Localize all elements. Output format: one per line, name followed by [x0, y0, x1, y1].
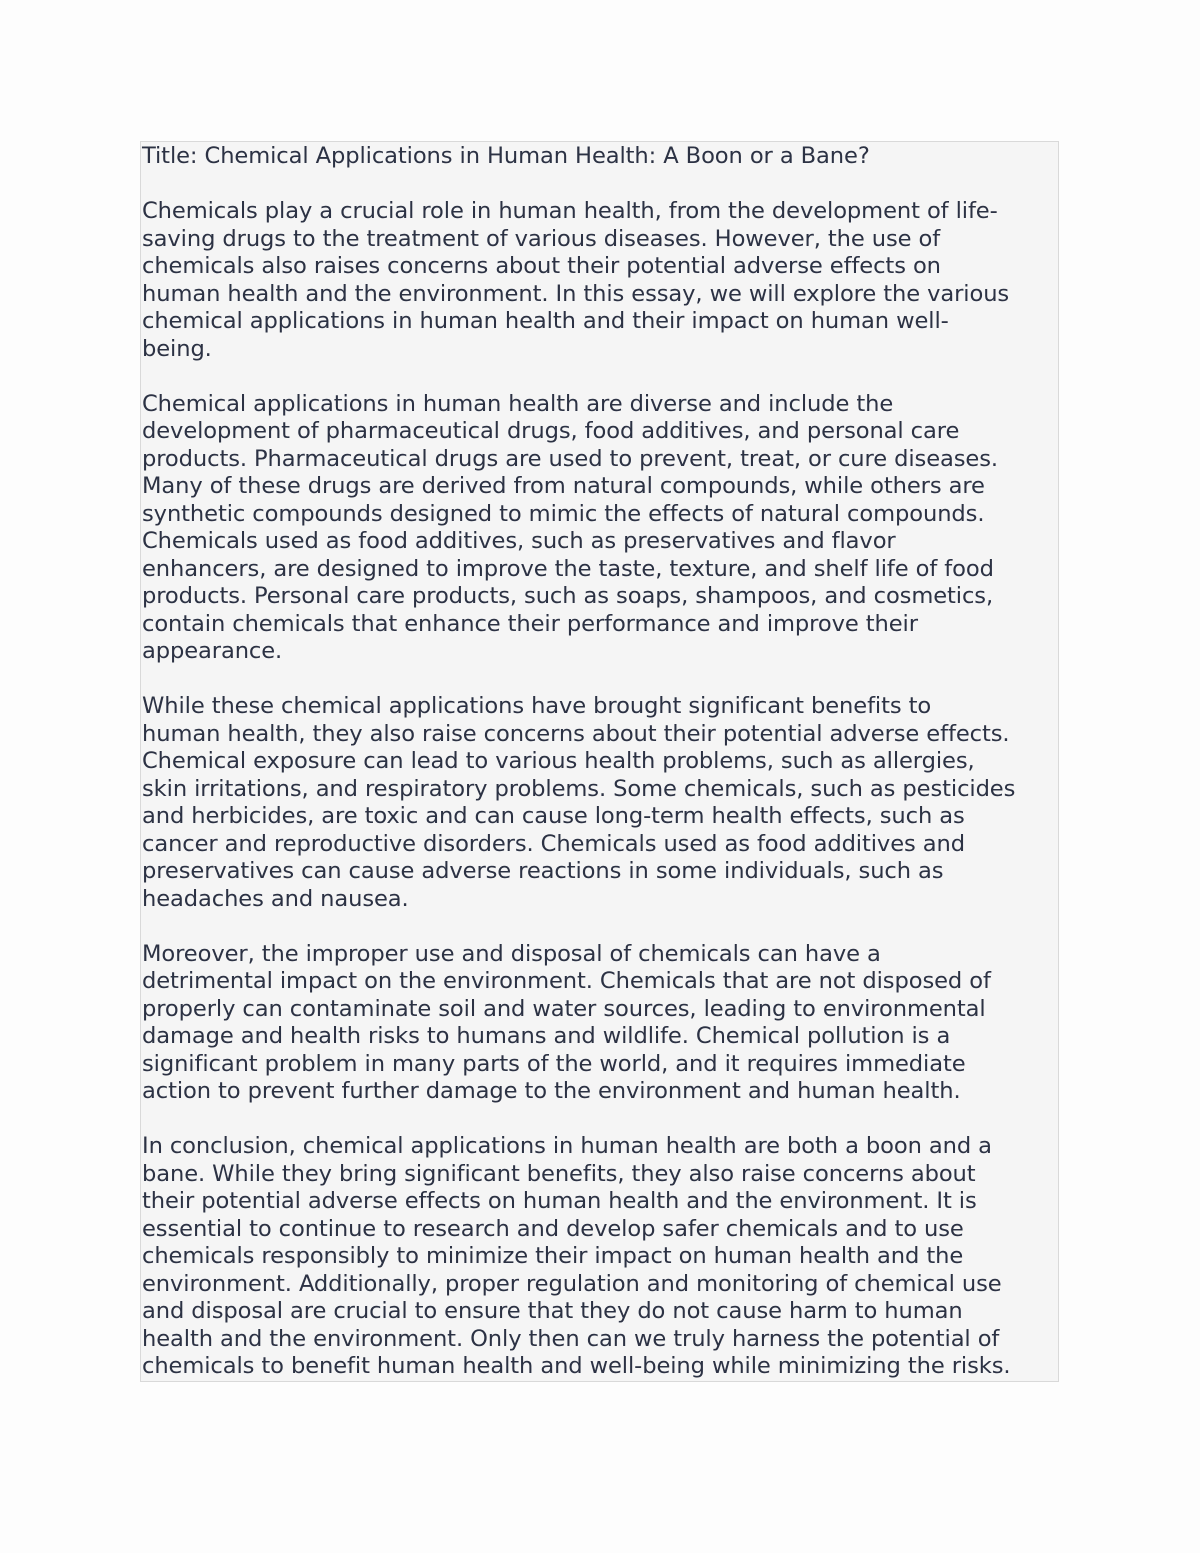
- paragraph-line: contain chemicals that enhance their performance and improve their: [142, 610, 918, 637]
- paragraph-line: detrimental impact on the environment. Chemicals that are not disposed of: [142, 968, 991, 994]
- paragraph-line: bane. While they bring significant benefits, they also raise concerns about: [142, 1160, 976, 1187]
- paragraph-line: health and the environment. Only then can we truly harness the potential of: [142, 1325, 1000, 1352]
- paragraph-line: being.: [142, 335, 212, 362]
- paragraph-line: products. Personal care products, such as soaps, shampoos, and cosmetics,: [142, 583, 994, 609]
- paragraph-line: chemicals responsibly to minimize their impact on human health and the: [142, 1243, 964, 1269]
- paragraph-line: Many of these drugs are derived from natural compounds, while others are: [142, 473, 985, 499]
- paragraph-line: cancer and reproductive disorders. Chemicals used as food additives and: [142, 830, 965, 857]
- paragraph-line: chemicals to benefit human health and well-being while minimizing the risks.: [142, 1353, 1011, 1379]
- paragraph-line: properly can contaminate soil and water sources, leading to environmental: [142, 995, 986, 1022]
- paragraph-line: skin irritations, and respiratory problems. Some chemicals, such as pesticides: [142, 775, 1016, 802]
- paragraph-line: Chemical applications in human health are diverse and include the: [142, 390, 894, 417]
- paragraph-line: saving drugs to the treatment of various diseases. However, the use of: [142, 225, 941, 252]
- essay-title-paragraph: [142, 143, 1058, 171]
- paragraph-line: headaches and nausea.: [142, 885, 409, 912]
- paragraph-line: synthetic compounds designed to mimic the effects of natural compounds.: [142, 500, 985, 527]
- paragraph-line: significant problem in many parts of the world, and it requires immediate: [142, 1050, 966, 1077]
- paragraph-line: Chemical exposure can lead to various health problems, such as allergies,: [142, 748, 975, 774]
- paragraph-line: and disposal are crucial to ensure that they do not cause harm to human: [142, 1298, 963, 1324]
- paragraph-line: In conclusion, chemical applications in human health are both a boon and a: [142, 1133, 992, 1159]
- paragraph-line: and herbicides, are toxic and can cause long-term health effects, such as: [142, 803, 965, 829]
- paragraph-line: Chemicals play a crucial role in human health, from the development of life-: [142, 198, 998, 224]
- paragraph-line: Chemicals used as food additives, such as preservatives and flavor: [142, 528, 896, 554]
- paragraph-line: environment. Additionally, proper regulation and monitoring of chemical use: [142, 1270, 1002, 1297]
- paragraph-line: appearance.: [142, 638, 283, 664]
- paragraph-line: chemical applications in human health and their impact on human well-: [142, 308, 949, 334]
- essay-body: [142, 198, 1058, 1381]
- paragraph-line: action to prevent further damage to the environment and human health.: [142, 1078, 961, 1104]
- paragraph-line: human health, they also raise concerns about their potential adverse effects.: [142, 720, 1010, 747]
- essay-paragraph: [142, 198, 1058, 363]
- essay-text-box: [140, 141, 1059, 1382]
- paragraph-line: products. Pharmaceutical drugs are used to prevent, treat, or cure diseases.: [142, 445, 998, 472]
- paragraph-line: preservatives can cause adverse reactions in some individuals, such as: [142, 858, 944, 884]
- paragraph-line: development of pharmaceutical drugs, food additives, and personal care: [142, 418, 960, 444]
- paragraph-line: human health and the environment. In this essay, we will explore the various: [142, 280, 1010, 307]
- paragraph-line: enhancers, are designed to improve the taste, texture, and shelf life of food: [142, 555, 994, 582]
- essay-paragraph: [142, 1133, 1058, 1381]
- paragraph-line: damage and health risks to humans and wildlife. Chemical pollution is a: [142, 1023, 951, 1049]
- essay-paragraph: [142, 391, 1058, 666]
- essay-paragraph: [142, 693, 1058, 913]
- paragraph-line: chemicals also raises concerns about their potential adverse effects on: [142, 253, 941, 279]
- paragraph-line: essential to continue to research and develop safer chemicals and to use: [142, 1215, 964, 1242]
- paragraph-line: their potential adverse effects on human health and the environment. It is: [142, 1188, 977, 1214]
- essay-paragraph: [142, 941, 1058, 1106]
- paragraph-line: While these chemical applications have brought significant benefits to: [142, 693, 932, 719]
- paragraph-line: Moreover, the improper use and disposal of chemicals can have a: [142, 940, 881, 967]
- essay-title: Title: Chemical Applications in Human Health: A Boon or a Bane?: [142, 143, 870, 169]
